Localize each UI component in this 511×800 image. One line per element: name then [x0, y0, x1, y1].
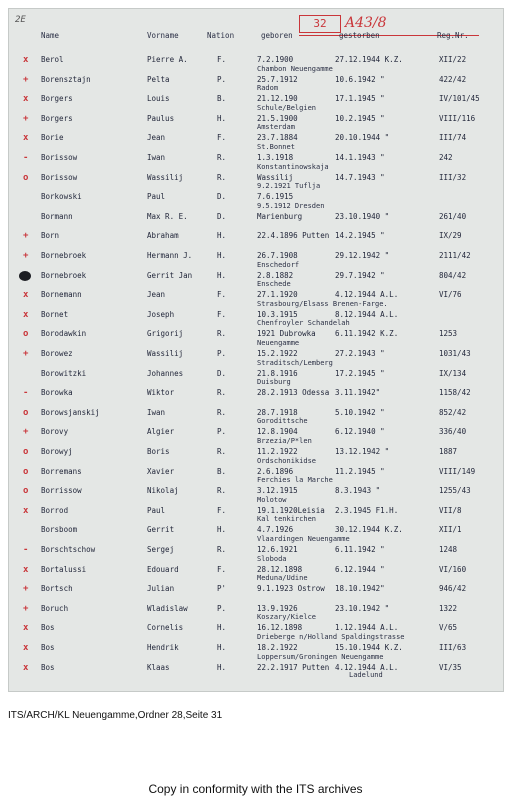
record-nation: R. — [217, 172, 227, 182]
record-firstname: Boris — [147, 447, 170, 456]
record-birth: 19.1.1920Leisia — [257, 505, 325, 515]
record-regnr: VIII/116 — [439, 113, 476, 123]
record-place-note: Neuengamme — [257, 339, 300, 347]
record-death: 14.7.1943 " — [335, 172, 385, 182]
record-birth: 16.12.1898 — [257, 623, 303, 633]
col-header-vorname: Vorname — [147, 31, 179, 40]
record-nation: B. — [217, 94, 227, 104]
margin-mark: o — [23, 407, 29, 418]
record-regnr: 1887 — [439, 447, 458, 456]
margin-mark: x — [23, 505, 29, 516]
margin-mark: + — [23, 231, 29, 242]
margin-mark: x — [23, 133, 29, 144]
record-surname: Borrod — [41, 505, 69, 515]
record-nation: H. — [217, 231, 227, 241]
record-surname: Borrissow — [41, 486, 82, 496]
margin-mark: x — [23, 643, 29, 653]
record-surname: Borowka — [41, 388, 73, 398]
record-regnr: XII/22 — [439, 55, 467, 64]
record-death: 30.12.1944 K.Z. — [335, 525, 403, 535]
record-nation: D. — [217, 192, 227, 202]
archive-reference: ITS/ARCH/KL Neuengamme,Ordner 28,Seite 31 — [8, 710, 223, 721]
record-birth: Marienburg — [257, 211, 303, 221]
record-regnr: VI/160 — [439, 564, 467, 574]
record-death: 14.2.1945 " — [335, 231, 385, 241]
record-nation: D. — [217, 368, 227, 378]
margin-mark: + — [23, 74, 29, 85]
record-regnr: VIII/149 — [439, 466, 476, 476]
record-firstname: Joseph — [147, 309, 175, 319]
record-place-note: Brzezia/P*len — [257, 437, 312, 445]
record-birth: 21.8.1916 — [257, 368, 298, 378]
record-surname: Borgers — [41, 113, 73, 123]
record-nation: B. — [217, 466, 227, 476]
record-surname: Borschtschow — [41, 545, 96, 554]
record-birth: 21.5.1900 — [257, 113, 298, 123]
record-death: 27.12.1944 K.Z. — [335, 55, 403, 64]
record-surname: Bornebroek — [41, 270, 87, 280]
record-regnr: 422/42 — [439, 74, 467, 84]
record-firstname: Edouard — [147, 564, 179, 574]
record-death: 8.12.1944 A.L. — [335, 309, 399, 319]
record-surname: Boruch — [41, 603, 69, 613]
record-surname: Borsboom — [41, 525, 78, 535]
record-regnr: 261/40 — [439, 211, 467, 221]
record-firstname: Sergej — [147, 545, 175, 554]
record-firstname: Grigorij — [147, 329, 184, 339]
record-nation: P' — [217, 584, 227, 594]
record-regnr: 2111/42 — [439, 251, 471, 260]
margin-mark: x — [23, 564, 29, 575]
record-death: 6.11.1942 K.Z. — [335, 329, 399, 339]
record-death: 6.12.1940 " — [335, 427, 385, 437]
record-birth: 7.6.1915 — [257, 192, 294, 202]
record-death: 3.11.1942" — [335, 388, 381, 398]
margin-mark: x — [23, 623, 29, 634]
record-nation: F. — [217, 505, 227, 515]
margin-mark: x — [23, 290, 29, 301]
record-firstname: Wassilij — [147, 349, 184, 358]
record-regnr: 336/40 — [439, 427, 467, 437]
margin-mark: o — [23, 329, 29, 340]
record-regnr: 852/42 — [439, 407, 467, 417]
margin-mark: - — [23, 388, 29, 399]
record-place-note: Drieberge n/Holland Spaldingstrasse — [257, 633, 405, 641]
record-place-note: Vlaardingen Neuengamme — [257, 535, 350, 543]
record-nation: D. — [217, 211, 227, 221]
record-firstname: Nikolaj — [147, 486, 179, 496]
margin-mark: x — [23, 309, 29, 320]
record-birth: 27.1.1920 — [257, 290, 298, 300]
record-place-note: Enschede — [257, 280, 291, 289]
record-nation: F. — [217, 290, 227, 300]
margin-mark: + — [23, 427, 29, 438]
record-nation: R. — [217, 153, 227, 162]
record-place-note: St.Bonnet — [257, 143, 295, 151]
record-place-note: Sloboda — [257, 554, 287, 563]
record-firstname: Wladislaw — [147, 603, 188, 613]
record-nation: P. — [217, 603, 227, 613]
record-nation: H. — [217, 525, 227, 535]
record-regnr: VI/35 — [439, 662, 462, 672]
record-surname: Borowitzki — [41, 368, 87, 378]
record-place-note: 9.5.1912 Dresden — [257, 201, 325, 210]
record-surname: Bornebroek — [41, 251, 87, 260]
record-surname: Berol — [41, 55, 64, 64]
record-surname: Bos — [41, 662, 55, 672]
record-regnr: 1158/42 — [439, 388, 471, 398]
record-death: 6.11.1942 " — [335, 545, 385, 554]
record-birth: 7.2.1900 — [257, 55, 294, 64]
record-birth: 12.6.1921 — [257, 545, 298, 554]
record-birth: 21.12.190 — [257, 94, 298, 104]
record-birth: 28.2.1913 Odessa — [257, 388, 330, 398]
record-birth: 10.3.1915 — [257, 309, 298, 319]
record-birth: 1.3.1918 — [257, 153, 294, 162]
record-place-note: Strasbourg/Elsass Brenen-Farge. — [257, 299, 388, 308]
record-nation: R. — [217, 447, 227, 456]
record-death: 18.10.1942" — [335, 584, 385, 594]
record-death: 14.1.1943 " — [335, 153, 385, 162]
record-place-note: Molotow — [257, 495, 287, 504]
record-nation: F. — [217, 133, 227, 143]
record-death: 20.10.1944 " — [335, 133, 390, 143]
archive-stamp-code: A43/8 — [345, 15, 387, 31]
record-nation: F. — [217, 564, 227, 574]
trailer-text: Ladelund — [349, 671, 383, 679]
record-regnr: 1253 — [439, 329, 458, 339]
record-firstname: Hendrik — [147, 643, 179, 652]
record-birth: 28.12.1898 — [257, 564, 303, 574]
margin-mark: x — [23, 94, 29, 105]
record-place-note: 9.2.1921 Tuflja — [257, 182, 321, 191]
margin-mark: - — [23, 153, 29, 163]
record-birth: 13.9.1926 — [257, 603, 298, 613]
record-firstname: Gerrit Jan — [147, 270, 193, 280]
record-birth: 4.7.1926 — [257, 525, 294, 535]
record-birth: 11.2.1922 — [257, 447, 298, 456]
margin-mark: + — [23, 113, 29, 124]
record-firstname: Paulus — [147, 113, 175, 123]
margin-mark: + — [23, 349, 29, 359]
margin-mark: o — [23, 466, 29, 477]
record-death: 29.12.1942 " — [335, 251, 390, 260]
record-birth: 15.2.1922 — [257, 349, 298, 358]
record-surname: Borremans — [41, 466, 82, 476]
copy-notice: Copy in conformity with the ITS archives — [148, 782, 363, 796]
corner-note: 2E — [15, 15, 26, 25]
record-firstname: Louis — [147, 94, 170, 104]
col-header-name: Name — [41, 31, 60, 40]
record-nation: P. — [217, 427, 227, 437]
record-place-note: Kal tenkirchen — [257, 515, 317, 524]
record-place-note: Amsterdam — [257, 123, 295, 132]
record-firstname: Cornelis — [147, 623, 184, 633]
record-death: 13.12.1942 " — [335, 447, 390, 456]
margin-mark: x — [23, 55, 29, 65]
record-regnr: XII/1 — [439, 525, 462, 535]
record-birth: 23.7.1884 — [257, 133, 298, 143]
record-place-note: Ferchies la Marche — [257, 476, 333, 485]
record-death: 17.1.1945 " — [335, 94, 385, 104]
record-surname: Borowez — [41, 349, 73, 358]
record-birth: Wassilij — [257, 172, 294, 182]
record-regnr: 946/42 — [439, 584, 467, 594]
record-birth: 9.1.1923 Ostrow — [257, 584, 325, 594]
record-place-note: Meduna/Udine — [257, 574, 308, 583]
record-place-note: Chambon Neuengamme — [257, 64, 333, 73]
record-nation: F. — [217, 55, 227, 64]
record-birth: 1921 Dubrowka — [257, 329, 316, 339]
record-death: 5.10.1942 " — [335, 407, 385, 417]
record-place-note: Schule/Belgien — [257, 103, 317, 112]
record-firstname: Paul — [147, 505, 166, 515]
record-firstname: Wassilij — [147, 172, 184, 182]
margin-mark: + — [23, 584, 29, 595]
trailer-row — [9, 669, 503, 692]
record-surname: Borovy — [41, 427, 69, 437]
margin-mark: o — [23, 172, 29, 183]
record-firstname: Abraham — [147, 231, 179, 241]
record-regnr: 1255/43 — [439, 486, 471, 496]
record-surname: Borodawkin — [41, 329, 87, 339]
record-place-note: Chenfroyler Schandelah — [257, 319, 350, 328]
record-death: 29.7.1942 " — [335, 270, 385, 280]
record-surname: Borgers — [41, 94, 73, 104]
record-nation: H. — [217, 113, 227, 123]
margin-mark: + — [23, 251, 29, 261]
record-birth: 22.4.1896 Putten — [257, 231, 330, 241]
col-header-regnr: Reg.Nr. — [437, 31, 469, 40]
record-nation: R. — [217, 545, 227, 554]
record-regnr: IX/29 — [439, 231, 462, 241]
record-death: 10.2.1945 " — [335, 113, 385, 123]
record-death: 6.12.1944 " — [335, 564, 385, 574]
record-firstname: Gerrit — [147, 525, 175, 535]
record-firstname: Jean — [147, 290, 166, 300]
record-surname: Bornemann — [41, 290, 82, 300]
record-birth: 2.6.1896 — [257, 466, 294, 476]
archive-stamp-box: 32 — [299, 15, 341, 33]
record-surname: Borowsjanskij — [41, 407, 100, 417]
record-firstname: Hermann J. — [147, 251, 193, 260]
margin-mark: o — [23, 486, 29, 497]
record-firstname: Johannes — [147, 368, 184, 378]
record-regnr: V/65 — [439, 623, 458, 633]
record-surname: Borie — [41, 133, 64, 143]
record-nation: R. — [217, 407, 227, 417]
record-regnr: III/32 — [439, 172, 467, 182]
record-death: 2.3.1945 F1.H. — [335, 505, 399, 515]
record-surname: Borensztajn — [41, 74, 91, 84]
record-regnr: III/63 — [439, 643, 467, 652]
record-nation: H. — [217, 623, 227, 633]
record-regnr: 1322 — [439, 603, 458, 613]
record-regnr: 1248 — [439, 545, 458, 554]
record-surname: Bos — [41, 623, 55, 633]
col-header-nation: Nation — [207, 31, 235, 40]
margin-mark: x — [23, 662, 29, 673]
record-firstname: Klaas — [147, 662, 170, 672]
col-header-geboren: geboren — [261, 31, 293, 40]
document-sheet — [8, 8, 504, 692]
record-regnr: 1031/43 — [439, 349, 471, 358]
record-surname: Bormann — [41, 211, 73, 221]
record-nation: H. — [217, 251, 227, 260]
record-place-note: Ordschonikidse — [257, 456, 317, 465]
record-death: 11.2.1945 " — [335, 466, 385, 476]
record-birth: 18.2.1922 — [257, 643, 298, 652]
record-nation: P. — [217, 74, 227, 84]
record-birth: 25.7.1912 — [257, 74, 298, 84]
record-death: 10.6.1942 " — [335, 74, 385, 84]
record-surname: Born — [41, 231, 60, 241]
record-birth: 26.7.1908 — [257, 251, 298, 260]
record-nation: H. — [217, 662, 227, 672]
record-death: 15.10.1944 K.Z. — [335, 643, 403, 652]
record-place-note: Koszary/Kielce — [257, 613, 317, 622]
record-surname: Borowyj — [41, 447, 73, 456]
col-header-gestorben: gestorben — [339, 31, 380, 40]
record-death: 4.12.1944 A.L. — [335, 290, 399, 300]
record-place-note: Duisburg — [257, 378, 291, 387]
margin-mark: o — [23, 447, 29, 457]
record-death: 1.12.1944 A.L. — [335, 623, 399, 633]
record-nation: H. — [217, 643, 227, 652]
margin-mark: - — [23, 545, 29, 555]
record-death: 8.3.1943 " — [335, 486, 381, 496]
record-place-note: Enschedorf — [257, 260, 300, 269]
record-firstname: Paul — [147, 192, 166, 202]
record-nation: F. — [217, 309, 227, 319]
record-firstname: Algier — [147, 427, 175, 437]
record-regnr: 804/42 — [439, 270, 467, 280]
record-surname: Bortalussi — [41, 564, 87, 574]
record-surname: Bornet — [41, 309, 69, 319]
record-place-note: Straditsch/Lemberg — [257, 358, 333, 367]
record-firstname: Jean — [147, 133, 166, 143]
record-firstname: Max R. E. — [147, 211, 188, 221]
record-surname: Borkowski — [41, 192, 82, 202]
margin-mark: + — [23, 603, 29, 614]
record-birth: 3.12.1915 — [257, 486, 298, 496]
record-firstname: Pierre A. — [147, 55, 188, 64]
record-surname: Borissow — [41, 153, 78, 162]
record-nation: R. — [217, 388, 227, 398]
record-firstname: Pelta — [147, 74, 170, 84]
record-death: 17.2.1945 " — [335, 368, 385, 378]
record-regnr: VI/76 — [439, 290, 462, 300]
record-nation: P. — [217, 349, 227, 358]
record-nation: R. — [217, 486, 227, 496]
record-surname: Bortsch — [41, 584, 73, 594]
record-nation: R. — [217, 329, 227, 339]
record-nation: H. — [217, 270, 227, 280]
record-birth: 2.8.1882 — [257, 270, 294, 280]
record-birth: 12.8.1904 — [257, 427, 298, 437]
record-death: 23.10.1942 " — [335, 603, 390, 613]
record-death: 27.2.1943 " — [335, 349, 385, 358]
record-firstname: Iwan — [147, 153, 166, 162]
record-death: 4.12.1944 A.L. — [335, 662, 399, 672]
record-regnr: IV/101/45 — [439, 94, 480, 104]
record-regnr: IX/134 — [439, 368, 467, 378]
record-surname: Bos — [41, 643, 55, 652]
record-place-note: Radom — [257, 84, 279, 93]
record-firstname: Iwan — [147, 407, 166, 417]
record-place-note: Konstantinowskaja — [257, 162, 329, 171]
record-place-note: Gorodittsche — [257, 417, 308, 426]
record-birth: 28.7.1918 — [257, 407, 298, 417]
record-firstname: Julian — [147, 584, 175, 594]
record-surname: Borissow — [41, 172, 78, 182]
record-firstname: Wiktor — [147, 388, 175, 398]
record-birth: 22.2.1917 Putten — [257, 662, 330, 672]
record-firstname: Xavier — [147, 466, 175, 476]
record-death: 23.10.1940 " — [335, 211, 390, 221]
record-place-note: Loppersum/Groningen Neuengamme — [257, 652, 384, 661]
record-regnr: VII/8 — [439, 505, 462, 515]
record-regnr: III/74 — [439, 133, 467, 143]
record-regnr: 242 — [439, 153, 453, 162]
